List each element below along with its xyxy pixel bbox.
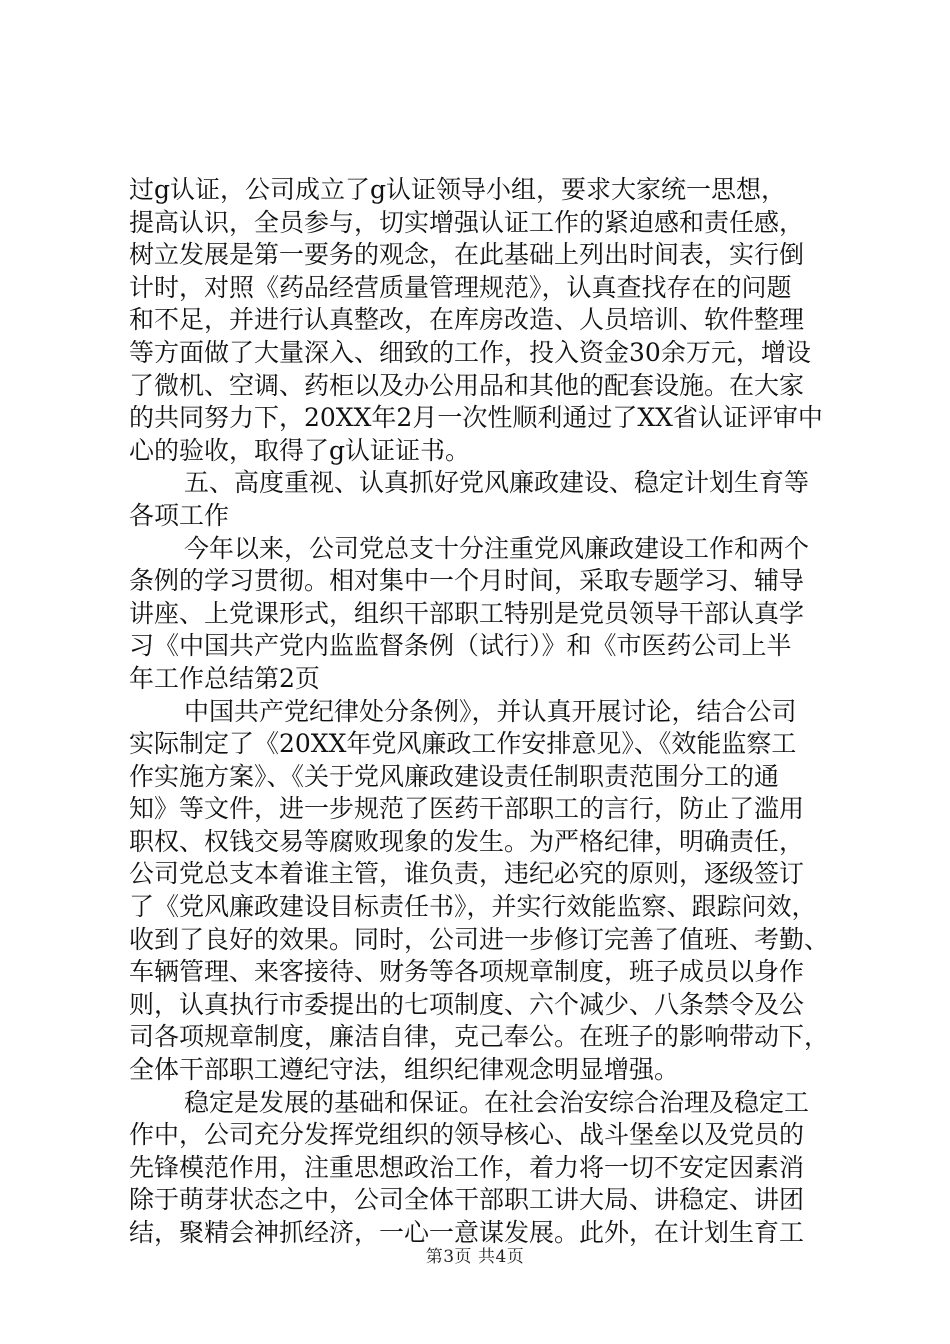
text-line: 稳定是发展的基础和保证。在社会治安综合治理及稳定工 [184, 1087, 810, 1117]
text-line: 习《中国共产党内监监督条例（试行）》和《市医药公司上半 [129, 631, 792, 661]
text-line: 今年以来，公司党总支十分注重党风廉政建设工作和两个 [184, 533, 810, 563]
text-line: 树立发展是第一要务的观念，在此基础上列出时间表，实行倒 [129, 240, 805, 270]
text-line: 则，认真执行市委提出的七项制度、六个减少、八条禁令及公 [129, 989, 805, 1019]
text-line: 实际制定了《20XX年党风廉政工作安排意见》、《效能监察工 [129, 729, 797, 759]
text-line: 和不足，并进行认真整改，在库房改造、人员培训、软件整理 [129, 305, 805, 335]
text-line: 讲座、上党课形式，组织干部职工特别是党员领导干部认真学 [129, 598, 805, 628]
text-line: 全体干部职工遵纪守法，组织纪律观念明显增强。 [129, 1055, 680, 1085]
text-line: 的共同努力下，20XX年2月一次性顺利通过了XX省认证评审中 [129, 403, 823, 433]
text-line: 作实施方案》、《关于党风廉政建设责任制职责范围分工的通 [129, 761, 780, 791]
text-line: 中国共产党纪律处分条例》，并认真开展讨论，结合公司 [184, 696, 797, 726]
text-line: 五、高度重视、认真抓好党风廉政建设、稳定计划生育等 [184, 468, 810, 498]
text-line: 条例的学习贯彻。相对集中一个月时间，采取专题学习、辅导 [129, 566, 805, 596]
text-line: 结，聚精会神抓经济，一心一意谋发展。此外，在计划生育工 [129, 1218, 805, 1247]
text-line: 收到了良好的效果。同时，公司进一步修订完善了值班、考勤、 [129, 924, 830, 954]
text-line: 了《党风廉政建设目标责任书》，并实行效能监察、跟踪问效， [129, 892, 817, 922]
text-line: 公司党总支本着谁主管，谁负责，违纪必究的原则，逐级签订 [129, 859, 805, 889]
text-line: 等方面做了大量深入、细致的工作，投入资金30余万元，增设 [129, 337, 811, 367]
text-line: 知》等文件，进一步规范了医药干部职工的言行，防止了滥用 [129, 794, 805, 824]
text-line: 车辆管理、来客接待、财务等各项规章制度，班子成员以身作 [129, 957, 805, 987]
text-line: 了微机、空调、药柜以及办公用品和其他的配套设施。在大家 [129, 370, 805, 400]
text-line: 计时，对照《药品经营质量管理规范》，认真查找存在的问题 [129, 272, 792, 302]
text-line: 先锋模范作用，注重思想政治工作，着力将一切不安定因素消 [129, 1152, 805, 1182]
text-line: 各项工作 [129, 500, 230, 530]
text-line: 过g认证，公司成立了g认证领导小组，要求大家统一思想， [129, 175, 787, 204]
text-line: 司各项规章制度，廉洁自律，克己奉公。在班子的影响带动下， [129, 1022, 830, 1052]
document-body [129, 174, 839, 1250]
page-footer: 第3页 共4页 [425, 1247, 525, 1267]
text-line: 职权、权钱交易等腐败现象的发生。为严格纪律，明确责任， [129, 826, 805, 856]
text-line: 作中，公司充分发挥党组织的领导核心、战斗堡垒以及党员的 [129, 1120, 805, 1150]
text-line: 提高认识，全员参与，切实增强认证工作的紧迫感和责任感， [129, 207, 805, 237]
text-line: 心的验收，取得了g认证证书。 [129, 435, 471, 465]
text-line: 除于萌芽状态之中，公司全体干部职工讲大局、讲稳定、讲团 [129, 1185, 805, 1215]
text-line: 年工作总结第2页 [129, 663, 320, 693]
